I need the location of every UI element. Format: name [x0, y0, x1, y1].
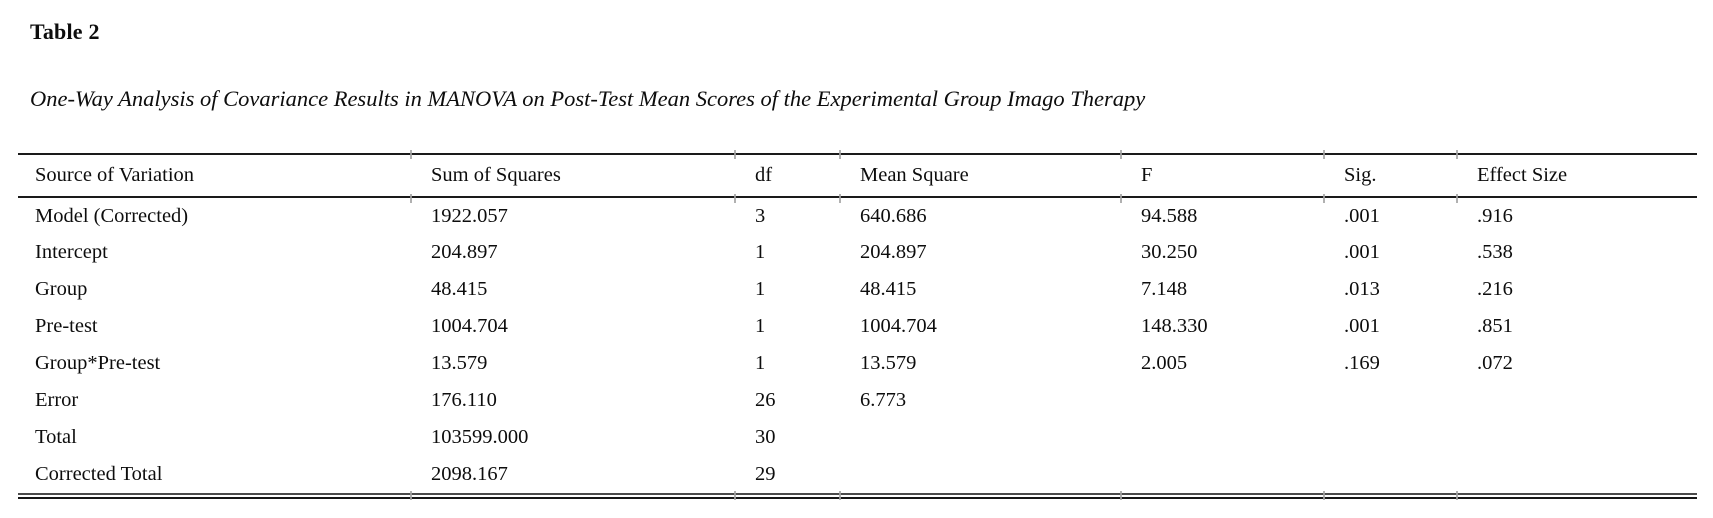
cell-effect-size: .916: [1477, 204, 1513, 227]
cell-df: 30: [755, 426, 776, 448]
anova-table: [18, 153, 1697, 493]
cell-f: [1121, 419, 1324, 456]
cell-source: Group*Pre-test: [35, 352, 161, 374]
column-header-effect-size: Effect Size: [1457, 154, 1697, 197]
cell-effect-size: [1457, 419, 1697, 456]
cell-f: 7.148: [1141, 278, 1188, 300]
cell-source: Intercept: [35, 241, 108, 263]
cell-mean-square: 204.897: [860, 241, 927, 263]
column-divider-tick: [410, 194, 412, 203]
column-header-source-of-variation: Source of Variation: [18, 154, 411, 197]
cell-source: Total: [35, 426, 77, 448]
cell-sig: .013: [1344, 278, 1380, 300]
cell-f: 94.588: [1141, 204, 1198, 227]
table-row-intercept: [18, 234, 1697, 271]
column-divider-tick: [1323, 150, 1325, 159]
cell-df: 1: [755, 278, 766, 300]
column-divider-tick: [734, 194, 736, 203]
cell-effect-size: .538: [1477, 241, 1513, 263]
cell-sum-of-squares: 13.579: [431, 352, 488, 374]
cell-source: Corrected Total: [35, 463, 163, 485]
cell-effect-size: [1457, 382, 1697, 419]
table-caption: One-Way Analysis of Covariance Results in MANOVA on Post-Test Mean Scores of the Experimental Group Imago Therapy: [30, 86, 1146, 111]
cell-mean-square: 13.579: [860, 352, 917, 374]
cell-df: 1: [755, 241, 766, 263]
table-row-model-corrected: [18, 197, 1697, 234]
cell-mean-square: [840, 419, 1121, 456]
column-divider-tick: [839, 491, 841, 500]
table-row-corrected-total: [18, 456, 1697, 493]
column-divider-tick: [1456, 150, 1458, 159]
cell-df: 1: [755, 352, 766, 374]
column-divider-tick: [1456, 194, 1458, 203]
cell-mean-square: 1004.704: [860, 315, 937, 337]
cell-sum-of-squares: 2098.167: [431, 463, 508, 485]
column-header-f: F: [1121, 154, 1324, 197]
cell-df: 3: [755, 204, 766, 227]
column-divider-tick: [1120, 150, 1122, 159]
column-divider-tick: [1323, 194, 1325, 203]
cell-sum-of-squares: 103599.000: [431, 426, 529, 448]
cell-df: 29: [755, 463, 776, 485]
column-header-mean-square: Mean Square: [840, 154, 1121, 197]
table-row-pre-test: [18, 308, 1697, 345]
table-row-error: [18, 382, 1697, 419]
cell-sig: [1324, 382, 1457, 419]
column-divider-tick: [1120, 194, 1122, 203]
cell-sig: .001: [1344, 204, 1380, 227]
cell-effect-size: [1457, 456, 1697, 493]
cell-source: Group: [35, 278, 88, 300]
cell-mean-square: 640.686: [860, 204, 927, 227]
cell-sig: .001: [1344, 241, 1380, 263]
cell-sig: .001: [1344, 315, 1380, 337]
cell-effect-size: .851: [1477, 315, 1513, 337]
column-divider-tick: [734, 150, 736, 159]
cell-mean-square: [840, 456, 1121, 493]
cell-df: 1: [755, 315, 766, 337]
column-divider-tick: [839, 150, 841, 159]
cell-sum-of-squares: 48.415: [431, 278, 488, 300]
table-row-total: [18, 419, 1697, 456]
cell-sum-of-squares: 1004.704: [431, 315, 508, 337]
cell-sum-of-squares: 204.897: [431, 241, 498, 263]
cell-effect-size: .072: [1477, 352, 1513, 374]
cell-source: Model (Corrected): [35, 204, 189, 227]
column-header-sum-of-squares: Sum of Squares: [411, 154, 735, 197]
cell-sig: [1324, 456, 1457, 493]
cell-sum-of-squares: 176.110: [431, 389, 497, 411]
cell-source: Pre-test: [35, 315, 98, 337]
column-divider-tick: [1323, 491, 1325, 500]
column-divider-tick: [410, 491, 412, 500]
table-bottom-rule: [18, 493, 1697, 499]
column-divider-tick: [410, 150, 412, 159]
cell-source: Error: [35, 389, 79, 411]
cell-df: 26: [755, 389, 776, 411]
cell-f: 2.005: [1141, 352, 1188, 374]
table-label: Table 2: [30, 19, 100, 44]
cell-sum-of-squares: 1922.057: [431, 204, 508, 227]
cell-f: 30.250: [1141, 241, 1198, 263]
header-row: [18, 154, 1697, 197]
column-divider-tick: [1120, 491, 1122, 500]
column-divider-tick: [734, 491, 736, 500]
cell-f: [1121, 382, 1324, 419]
column-header-sig: Sig.: [1324, 154, 1457, 197]
table-row-group-pre-test: [18, 345, 1697, 382]
cell-mean-square: 6.773: [860, 389, 907, 411]
cell-sig: .169: [1344, 352, 1380, 374]
column-header-df: df: [735, 154, 840, 197]
cell-f: [1121, 456, 1324, 493]
anova-table-container: [18, 153, 1697, 499]
cell-effect-size: .216: [1477, 278, 1513, 300]
column-divider-tick: [839, 194, 841, 203]
table-row-group: [18, 271, 1697, 308]
column-divider-tick: [1456, 491, 1458, 500]
cell-f: 148.330: [1141, 315, 1208, 337]
cell-sig: [1324, 419, 1457, 456]
cell-mean-square: 48.415: [860, 278, 917, 300]
